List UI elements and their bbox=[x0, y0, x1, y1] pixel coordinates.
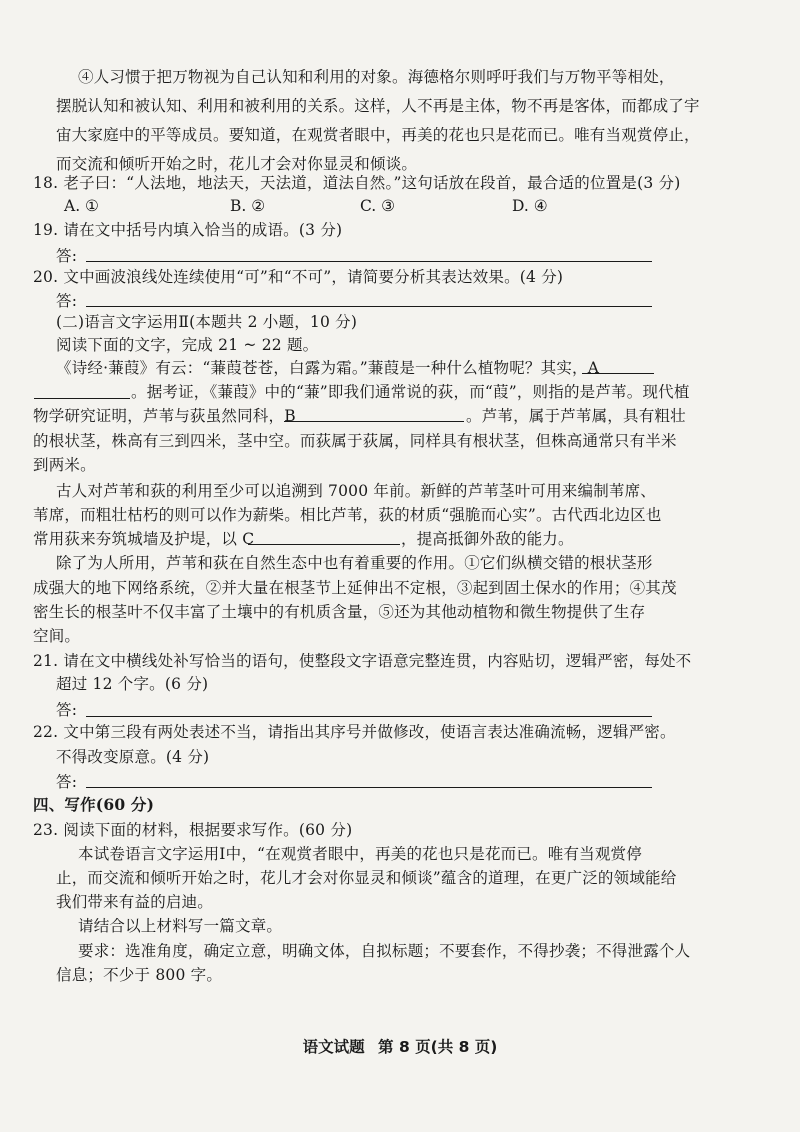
section-heading: 四、写作(60 分) bbox=[33, 795, 155, 814]
question-20: 20. 文中画波浪线处连续使用“可”和“不可”，请简要分析其表达效果。(4 分) bbox=[33, 268, 564, 286]
reading-line: ，提高抵御外敌的能力。 bbox=[401, 530, 574, 548]
answer-label: 答: bbox=[56, 247, 78, 265]
question-18-options bbox=[56, 195, 656, 217]
question-22: 22. 文中第三段有两处表述不当，请指出其序号并做修改，使语言表达准确流畅，逻辑严密。 bbox=[33, 723, 676, 741]
answer-line bbox=[86, 787, 652, 788]
reading-line: 成强大的地下网络系统，②并大量在根茎节上延伸出不定根，③起到固土保水的作用；④其茂 bbox=[33, 579, 677, 597]
reading-line: 空间。 bbox=[33, 627, 81, 645]
option-a: A. ① bbox=[64, 197, 99, 215]
page-footer bbox=[0, 1036, 800, 1058]
reading-line: 。芦苇，属于芦苇属，具有粗壮 bbox=[466, 407, 686, 425]
blank-b bbox=[284, 421, 464, 422]
answer-line bbox=[86, 306, 652, 307]
reading-line: 《诗经·蒹葭》有云：“蒹葭苍苍，白露为霜。”蒹葭是一种什么植物呢？其实，A bbox=[56, 359, 600, 377]
answer-line bbox=[86, 261, 652, 262]
footer-subject: 语文试题 bbox=[302, 1038, 365, 1056]
question-23: 23. 阅读下面的材料，根据要求写作。(60 分) bbox=[33, 821, 353, 839]
reading-line: 苇席，而粗壮枯朽的则可以作为薪柴。相比芦苇，荻的材质“强脆而心实”。古代西北边区也 bbox=[33, 506, 662, 524]
option-b: B. ② bbox=[230, 197, 266, 215]
blank-a bbox=[34, 398, 130, 399]
option-c: C. ③ bbox=[360, 197, 396, 215]
reading-line: 物学研究证明，芦苇与荻虽然同科，B bbox=[33, 407, 296, 425]
question-18: 18. 老子曰：“人法地，地法天，天法道，道法自然。”这句话放在段首，最合适的位置是(3 分) bbox=[33, 174, 681, 192]
requirements-line: 信息；不少于 800 字。 bbox=[56, 966, 223, 984]
question-21-cont: 超过 12 个字。(6 分) bbox=[56, 675, 209, 693]
passage-line: 宙大家庭中的平等成员。要知道，在观赏者眼中，再美的花也只是花而已。唯有当观赏停止， bbox=[56, 126, 700, 144]
reading-line: 除了为人所用，芦苇和荻在自然生态中也有着重要的作用。①它们纵横交错的根状茎形 bbox=[56, 554, 653, 572]
instruction: 阅读下面的文字，完成 21 ~ 22 题。 bbox=[56, 336, 319, 354]
question-21: 21. 请在文中横线处补写恰当的语句，使整段文字语意完整连贯，内容贴切，逻辑严密，每处不 bbox=[33, 652, 692, 670]
answer-line bbox=[86, 716, 652, 717]
reading-line: 到两米。 bbox=[33, 456, 96, 474]
passage-line: 而交流和倾听开始之时，花儿才会对你显灵和倾谈。 bbox=[56, 155, 418, 173]
answer-label: 答: bbox=[56, 701, 78, 719]
question-22-cont: 不得改变原意。(4 分) bbox=[56, 748, 210, 766]
reading-line: 常用荻来夯筑城墙及护堤，以 C bbox=[33, 530, 255, 548]
material-line: 止，而交流和倾听开始之时，花儿才会对你显灵和倾谈”蕴含的道理，在更广泛的领域能给 bbox=[56, 869, 677, 887]
passage-line: ④人习惯于把万物视为自己认知和利用的对象。海德格尔则呼吁我们与万物平等相处， bbox=[78, 68, 675, 86]
writing-prompt: 请结合以上材料写一篇文章。 bbox=[78, 917, 283, 935]
blank-a bbox=[582, 373, 654, 374]
blank-c bbox=[248, 544, 400, 545]
reading-line: 。据考证，《蒹葭》中的“蒹”即我们通常说的荻，而“葭”，则指的是芦苇。现代植 bbox=[131, 383, 690, 401]
material-line: 我们带来有益的启迪。 bbox=[56, 893, 214, 911]
requirements-line: 要求：选准角度，确定立意，明确文体，自拟标题；不要套作，不得抄袭；不得泄露个人 bbox=[78, 942, 691, 960]
material-line: 本试卷语言文字运用Ⅰ中，“在观赏者眼中，再美的花也只是花而已。唯有当观赏停 bbox=[78, 845, 642, 863]
footer-page-number: 第 8 页(共 8 页) bbox=[378, 1038, 498, 1056]
reading-line: 古人对芦苇和荻的利用至少可以追溯到 7000 年前。新鲜的芦苇茎叶可用来编制苇席、 bbox=[56, 482, 657, 500]
answer-label: 答: bbox=[56, 292, 78, 310]
question-19: 19. 请在文中括号内填入恰当的成语。(3 分) bbox=[33, 221, 343, 239]
section-heading: (二)语言文字运用Ⅱ(本题共 2 小题，10 分) bbox=[56, 313, 358, 331]
reading-line: 密生长的根茎叶不仅丰富了土壤中的有机质含量，⑤还为其他动植物和微生物提供了生存 bbox=[33, 603, 646, 621]
passage-line: 摆脱认知和被认知、利用和被利用的关系。这样，人不再是主体，物不再是客体，而都成了宇 bbox=[56, 97, 700, 115]
option-d: D. ④ bbox=[512, 197, 548, 215]
answer-label: 答: bbox=[56, 773, 78, 791]
reading-line: 的根状茎，株高有三到四米，茎中空。而荻属于荻属，同样具有根状茎，但株高通常只有半米 bbox=[33, 432, 677, 450]
